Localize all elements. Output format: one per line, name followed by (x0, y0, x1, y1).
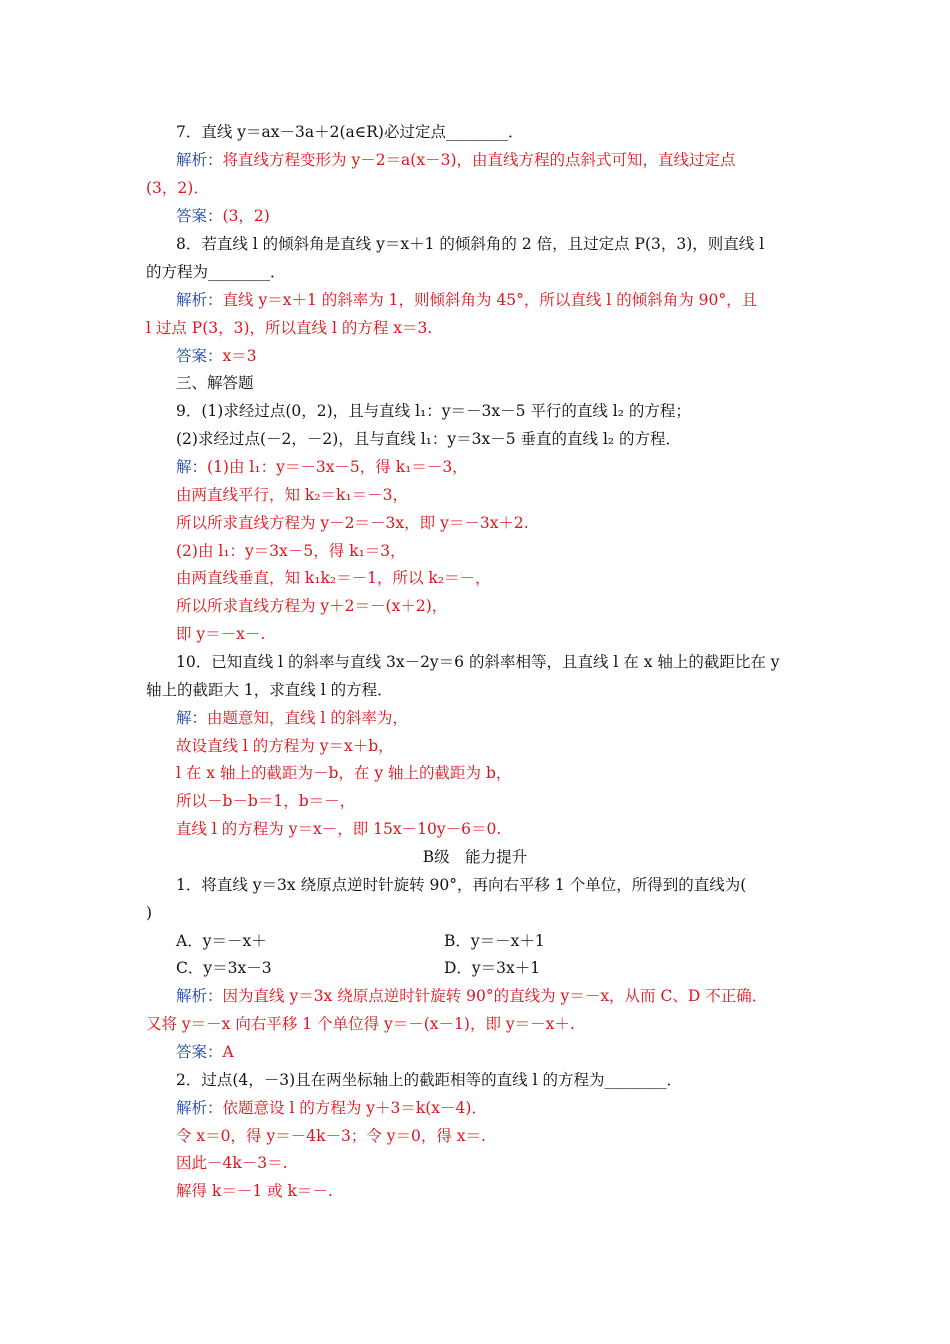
label: 解析： (176, 1099, 223, 1117)
label: 解： (176, 458, 208, 476)
solution-7-cont: (3，2)． (146, 179, 209, 197)
answer-7: 答案：(3，2) (176, 207, 270, 225)
level-heading: B级 能力提升 (422, 848, 528, 866)
solution-10: 解：由题意知，直线 l 的斜率为， (176, 709, 408, 727)
option-b: B．y＝－x＋1 (444, 932, 545, 950)
label: 答案： (176, 1043, 223, 1061)
label: 答案： (176, 347, 223, 365)
solution-9-line: 所以所求直线方程为 y＋2＝－(x＋2)， (176, 597, 448, 615)
solution-b1-cont: 又将 y＝－x 向右平移 1 个单位得 y＝－(x－1)，即 y＝－x＋. (146, 1015, 575, 1033)
problem-8: 8．若直线 l 的倾斜角是直线 y＝x＋1 的倾斜角的 2 倍，且过定点 P(3，3)，则直线 l (176, 235, 765, 253)
label: 解析： (176, 291, 223, 309)
label: 答案： (176, 207, 223, 225)
problem-10: 10．已知直线 l 的斜率与直线 3x－2y＝6 的斜率相等，且直线 l 在 x 轴上的截距比在 y (176, 653, 780, 671)
solution-b2-line: 因此－4k－3＝. (176, 1154, 288, 1172)
solution-10-line: 故设直线 l 的方程为 y＝x＋b， (176, 737, 394, 755)
label: 解析： (176, 987, 223, 1005)
solution-b1: 解析：因为直线 y＝3x 绕原点逆时针旋转 90°的直线为 y＝－x，从而 C、D 不正确． (176, 987, 768, 1005)
answer-8: 答案：x＝3 (176, 347, 257, 365)
label: 解析： (176, 151, 223, 169)
problem-9-2: (2)求经过点(－2，－2)，且与直线 l₁：y＝3x－5 垂直的直线 l₂ 的方程． (176, 430, 682, 448)
problem-b1: 1．将直线 y＝3x 绕原点逆时针旋转 90°，再向右平移 1 个单位，所得到的直线为( (176, 876, 747, 894)
section-heading: 三、解答题 (176, 374, 254, 392)
option-c: C．y＝3x－3 (176, 959, 272, 977)
solution-9-line: (2)由 l₁：y＝3x－5，得 k₁＝3， (176, 542, 406, 560)
solution-10-line: 所以－b－b＝1，b＝－， (176, 792, 356, 810)
solution-10-line: l 在 x 轴上的截距为－b，在 y 轴上的截距为 b， (176, 764, 512, 782)
solution-9-line: 由两直线垂直，知 k₁k₂＝－1，所以 k₂＝－， (176, 569, 491, 587)
problem-10-cont: 轴上的截距大 1，求直线 l 的方程． (146, 681, 393, 699)
solution-8-cont: l 过点 P(3，3)，所以直线 l 的方程 x＝3. (146, 319, 433, 337)
solution-7: 解析：将直线方程变形为 y－2＝a(x－3)，由直线方程的点斜式可知，直线过定点 (176, 151, 736, 169)
problem-8-cont: 的方程为________． (146, 263, 286, 281)
solution-9-line: 即 y＝－x－. (176, 625, 266, 643)
label: 解： (176, 709, 208, 727)
problem-b1-cont: ) (146, 904, 153, 922)
solution-b2-line: 解得 k＝－1 或 k＝－. (176, 1182, 333, 1200)
problem-7: 7．直线 y＝ax－3a＋2(a∈R)必过定点________． (176, 123, 524, 141)
solution-10-line: 直线 l 的方程为 y＝x－，即 15x－10y－6＝0. (176, 820, 502, 838)
solution-b2-line: 令 x＝0，得 y＝－4k－3；令 y＝0，得 x＝. (176, 1127, 486, 1145)
answer-b1: 答案：A (176, 1043, 234, 1061)
option-a: A．y＝－x＋ (176, 932, 267, 950)
problem-b2: 2．过点(4，－3)且在两坐标轴上的截距相等的直线 l 的方程为________． (176, 1071, 682, 1089)
solution-9: 解：(1)由 l₁：y＝－3x－5，得 k₁＝－3， (176, 458, 468, 476)
solution-b2: 解析：依题意设 l 的方程为 y＋3＝k(x－4)． (176, 1099, 487, 1117)
solution-8: 解析：直线 y＝x＋1 的斜率为 1，则倾斜角为 45°，所以直线 l 的倾斜角为 90°，且 (176, 291, 758, 309)
solution-9-line: 所以所求直线方程为 y－2＝－3x，即 y＝－3x＋2. (176, 514, 529, 532)
solution-9-line: 由两直线平行，知 k₂＝k₁＝－3， (176, 486, 409, 504)
option-d: D．y＝3x＋1 (444, 959, 541, 977)
problem-9-1: 9．(1)求经过点(0，2)，且与直线 l₁：y＝－3x－5 平行的直线 l₂ 的方程； (176, 402, 691, 420)
